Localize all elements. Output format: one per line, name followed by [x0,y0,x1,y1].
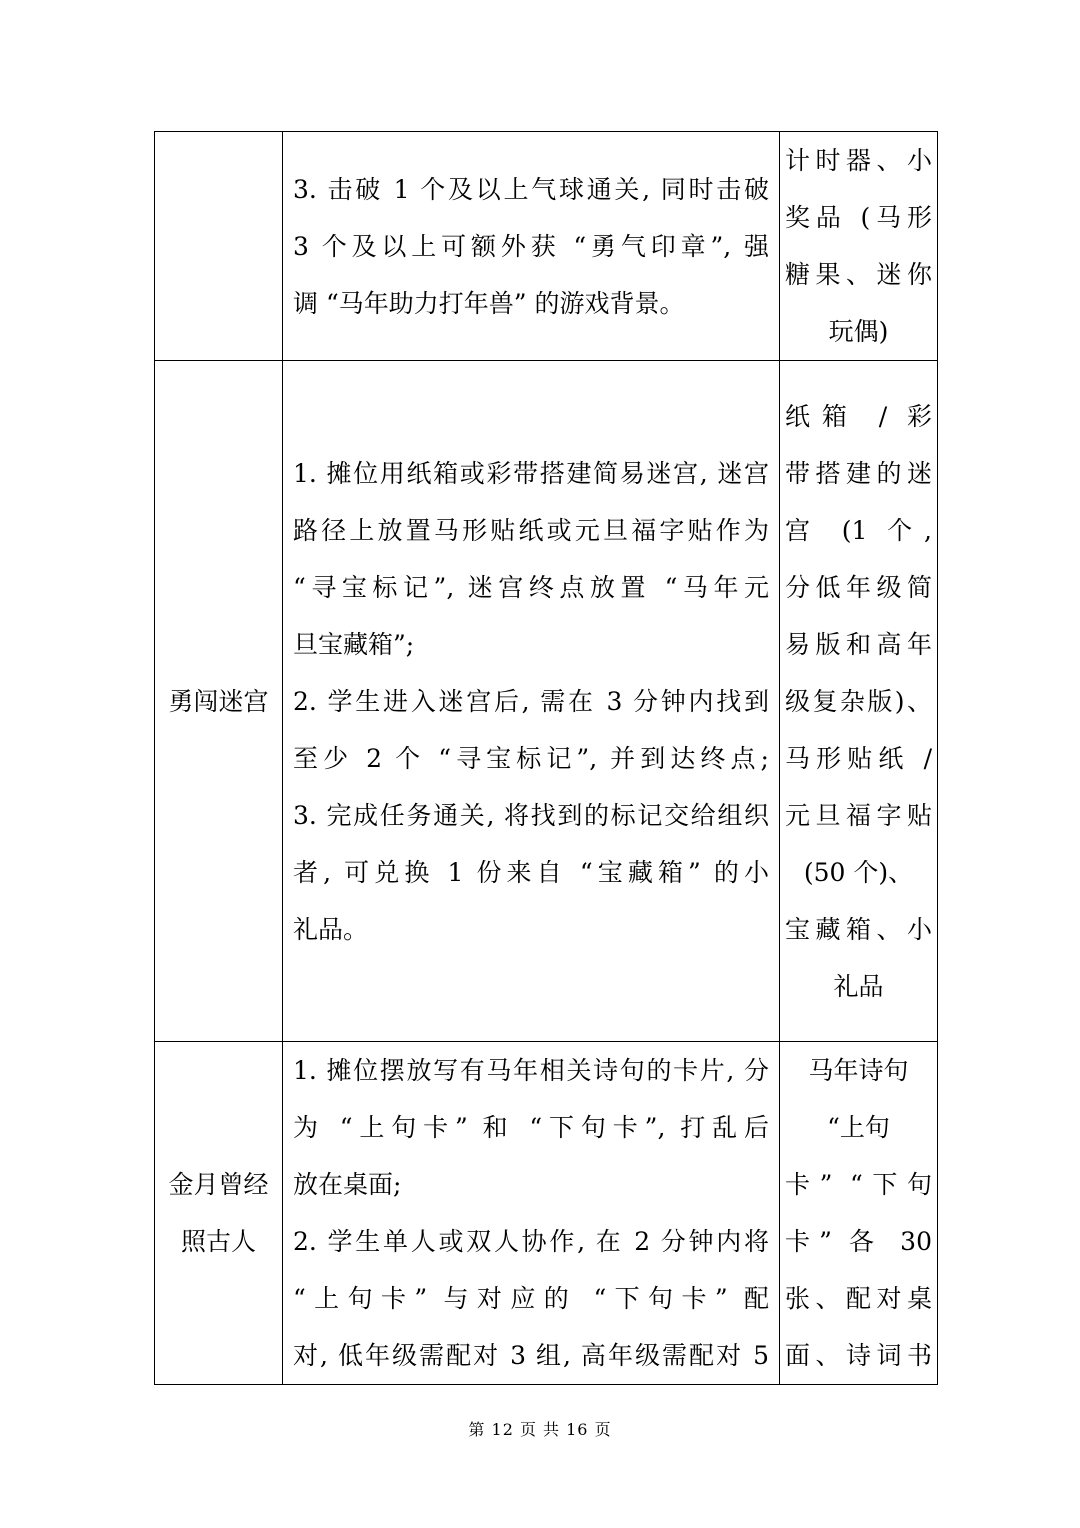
activity-name: 照古人 [180,1227,256,1256]
rules-line: 1. 摊位用纸箱或彩带搭建简易迷宫, 迷宫 [293,458,769,488]
rules-line: 3. 完成任务通关, 将找到的标记交给组织 [293,800,769,830]
materials-line: 面、诗词书 [785,1341,932,1370]
rules-line: 调 “马年助力打年兽” 的游戏背景。 [293,288,685,318]
materials-line: 马年诗句 [808,1056,909,1085]
rules-line: “上句卡” 与对应的 “下句卡” 配 [293,1284,769,1313]
materials-line: 卡” “下句 [785,1170,932,1199]
materials-line: 纸箱 / 彩 [785,401,932,431]
materials-line: 带搭建的迷 [785,458,932,488]
rules-cell [283,1042,780,1385]
rules-cell [283,361,780,1042]
materials-line: 宝藏箱、小 [785,914,932,944]
materials-line: 元旦福字贴 [785,800,932,830]
materials-line: 易版和高年 [785,629,932,659]
materials-line: 奖品 (马形 [785,203,932,232]
materials-line: 卡” 各 30 [785,1227,932,1256]
materials-cell [780,132,938,361]
rules-line: 至少 2 个 “寻宝标记”, 并到达终点; [293,743,769,773]
materials-line: 级复杂版)、 [785,686,932,716]
activity-name: 勇闯迷宫 [168,686,269,716]
table-row [155,361,938,1042]
materials-line: “上句 [827,1113,890,1142]
materials-cell [780,361,938,1042]
activity-table [154,131,938,1385]
table-row [155,1042,938,1385]
rules-line: 对, 低年级需配对 3 组, 高年级需配对 5 [293,1341,769,1370]
materials-line: (50 个)、 [803,857,914,887]
materials-line: 礼品 [833,971,884,1001]
materials-line: 马形贴纸 / [785,743,932,773]
rules-line: 3. 击破 1 个及以上气球通关, 同时击破 [293,174,769,204]
activity-name: 金月曾经 [168,1170,269,1199]
rules-line: 1. 摊位摆放写有马年相关诗句的卡片, 分 [293,1056,769,1085]
materials-line: 糖果、迷你 [785,260,932,289]
materials-cell [780,1042,938,1385]
materials-line: 宫 (1 个, [785,515,932,545]
materials-line: 玩偶) [828,317,889,346]
rules-line: 放在桌面; [293,1170,402,1199]
rules-line: 旦宝藏箱”; [293,629,415,659]
rules-line: “寻宝标记”, 迷宫终点放置 “马年元 [293,572,769,602]
rules-line: 为 “上句卡” 和 “下句卡”, 打乱后 [293,1113,769,1142]
rules-line: 2. 学生进入迷宫后, 需在 3 分钟内找到 [293,686,769,716]
activity-name-cell [155,132,283,361]
table-row [155,132,938,361]
rules-cell [283,132,780,361]
activity-name-cell [155,1042,283,1385]
materials-line: 计时器、小 [785,146,932,175]
rules-line: 2. 学生单人或双人协作, 在 2 分钟内将 [293,1227,769,1256]
rules-line: 路径上放置马形贴纸或元旦福字贴作为 [293,515,769,545]
page-footer: 第 12 页 共 16 页 [468,1420,612,1439]
activity-name-cell [155,361,283,1042]
materials-line: 张、配对桌 [785,1284,932,1313]
materials-line: 分低年级简 [785,572,932,602]
rules-line: 礼品。 [293,914,369,944]
rules-line: 者, 可兑换 1 份来自 “宝藏箱” 的小 [293,857,769,887]
rules-line: 3 个及以上可额外获 “勇气印章”, 强 [293,231,769,261]
